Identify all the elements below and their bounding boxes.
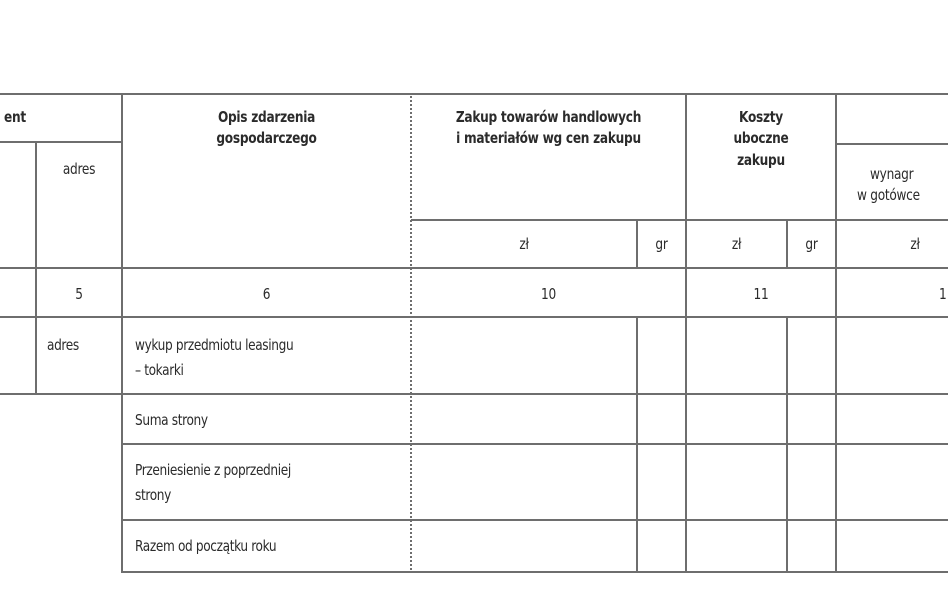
divider-header-bottom xyxy=(0,267,948,269)
row-adres: adres xyxy=(47,336,79,354)
divider-row1-bottom xyxy=(0,393,948,395)
summary-przeniesienie-line2: strony xyxy=(135,486,171,504)
col-divider-zakup-gr xyxy=(636,219,638,269)
header-adres: adres xyxy=(62,160,96,178)
summary-razem: Razem od początku roku xyxy=(135,537,277,555)
col-divider-koszty-gr xyxy=(786,219,788,269)
divider-wynagr xyxy=(835,143,948,145)
divider-numbers-bottom xyxy=(0,316,948,318)
col-divider-koszty xyxy=(685,93,687,573)
column-number-12: 1 xyxy=(939,285,947,303)
header-koszty-gr: gr xyxy=(805,235,818,253)
header-zakup-zl: zł xyxy=(519,235,529,253)
column-number-6: 6 xyxy=(262,285,271,303)
divider-przeniesienie-bottom xyxy=(121,519,948,521)
col-divider-wynagr xyxy=(835,93,837,573)
header-koszty-zl: zł xyxy=(731,235,742,253)
summary-przeniesienie-line1: Przeniesienie z poprzedniej xyxy=(135,461,291,479)
col-divider-opis xyxy=(121,93,123,573)
summary-suma-strony: Suma strony xyxy=(135,411,208,429)
col-divider-koszty-gr-body xyxy=(786,316,788,573)
header-zakup-line1: Zakup towarów handlowych xyxy=(455,108,642,126)
header-opis-line2: gospodarczego xyxy=(216,129,317,147)
header-kontrahent: ent xyxy=(4,108,26,126)
header-zakup-line2: i materiałów wg cen zakupu xyxy=(456,129,641,147)
header-zakup-gr: gr xyxy=(655,235,668,253)
header-koszty-line2: uboczne xyxy=(733,129,789,147)
header-koszty-line3: zakupu xyxy=(737,151,785,169)
row-opis-line2: – tokarki xyxy=(135,361,184,379)
column-number-10: 10 xyxy=(541,285,556,303)
divider-kontrahent xyxy=(0,141,122,143)
divider-suma-bottom xyxy=(121,443,948,445)
header-wynagr-line2: w gotówce xyxy=(857,186,920,204)
border-bottom xyxy=(121,571,948,573)
border-top xyxy=(0,93,948,95)
column-number-5: 5 xyxy=(75,285,83,303)
header-koszty-line1: Koszty xyxy=(739,108,783,126)
divider-zl-gr xyxy=(411,219,948,221)
row-opis-line1: wykup przedmiotu leasingu xyxy=(135,336,294,354)
column-number-11: 11 xyxy=(753,285,769,303)
header-wynagr-zl: zł xyxy=(910,235,920,253)
header-wynagr-line1: wynagr xyxy=(870,165,914,183)
col-divider-zakup-dotted xyxy=(410,93,412,573)
header-opis-line1: Opis zdarzenia xyxy=(217,108,316,126)
col-divider-zakup-gr-body xyxy=(636,316,638,573)
col-divider-adres xyxy=(35,141,37,395)
